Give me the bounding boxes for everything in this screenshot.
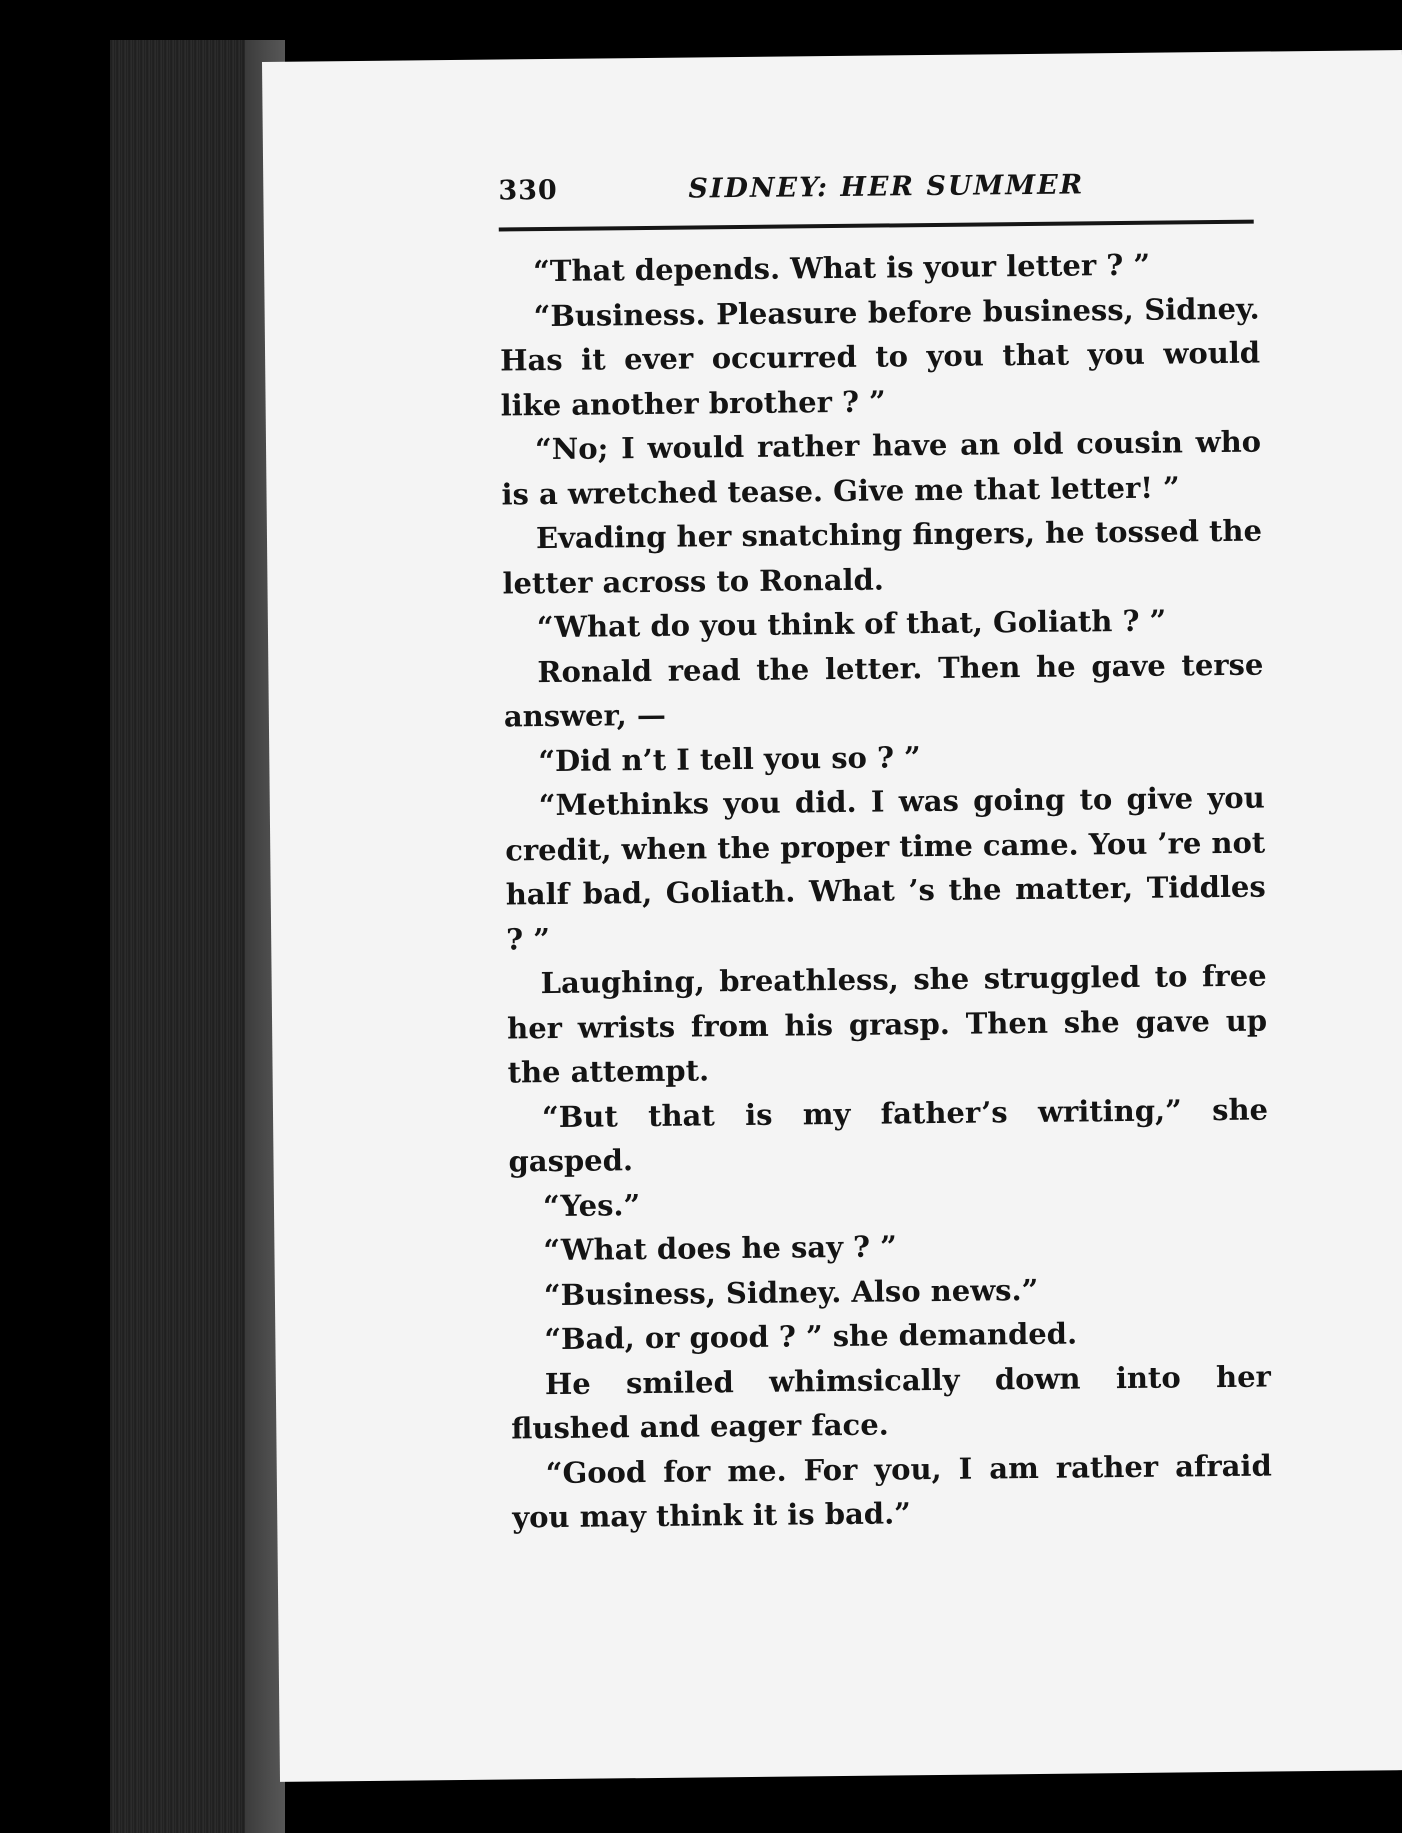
book-spine-edge [110, 40, 285, 1833]
paragraph: Laughing, breathless, she struggled to free her wrists from his grasp. Then she gave up the attempt. [506, 958, 1268, 1090]
paragraph: “Bad, or good ? ” she demanded. [544, 1316, 1078, 1357]
paragraph: “What does he say ? ” [543, 1229, 898, 1268]
paragraph: “Methinks you did. I was going to give you credit, when the proper time came. You ’re not half bad, Goliath. What ’s the matter, Tiddles ? ” [505, 780, 1266, 956]
running-head [498, 162, 1259, 222]
paragraph: “Business. Pleasure before business, Sidney. Has it ever occurred to you that you would like another brother ? ” [499, 291, 1261, 423]
running-title: SIDNEY: HER SUMMER [688, 169, 1085, 205]
paragraph: “But that is my father’s writing,” she gasped. [508, 1092, 1269, 1179]
paragraph: “Good for me. For you, I am rather afraid you may think it is bad.” [512, 1448, 1272, 1535]
page-paper [262, 50, 1402, 1782]
paragraph: “What do you think of that, Goliath ? ” [536, 603, 1167, 645]
paragraph: “No; I would rather have an old cousin who is a wretched tease. Give me that letter! ” [501, 424, 1262, 512]
paragraph: “Business, Sidney. Also news.” [543, 1272, 1039, 1312]
page-content [498, 162, 1272, 1540]
paragraph: “That depends. What is your letter ? ” [533, 247, 1151, 289]
header-rule [499, 220, 1254, 232]
paragraph: Ronald read the letter. Then he gave terse answer, — [503, 647, 1264, 734]
page-number: 330 [498, 174, 558, 207]
paragraph: “Yes.” [542, 1187, 641, 1223]
body-text [499, 242, 1272, 1540]
paragraph: “Did n’t I tell you so ? ” [538, 739, 921, 778]
paragraph: Evading her snatching fingers, he tossed the letter across to Ronald. [502, 513, 1263, 601]
paragraph: He smiled whimsically down into her flushed and eager face. [511, 1359, 1271, 1446]
